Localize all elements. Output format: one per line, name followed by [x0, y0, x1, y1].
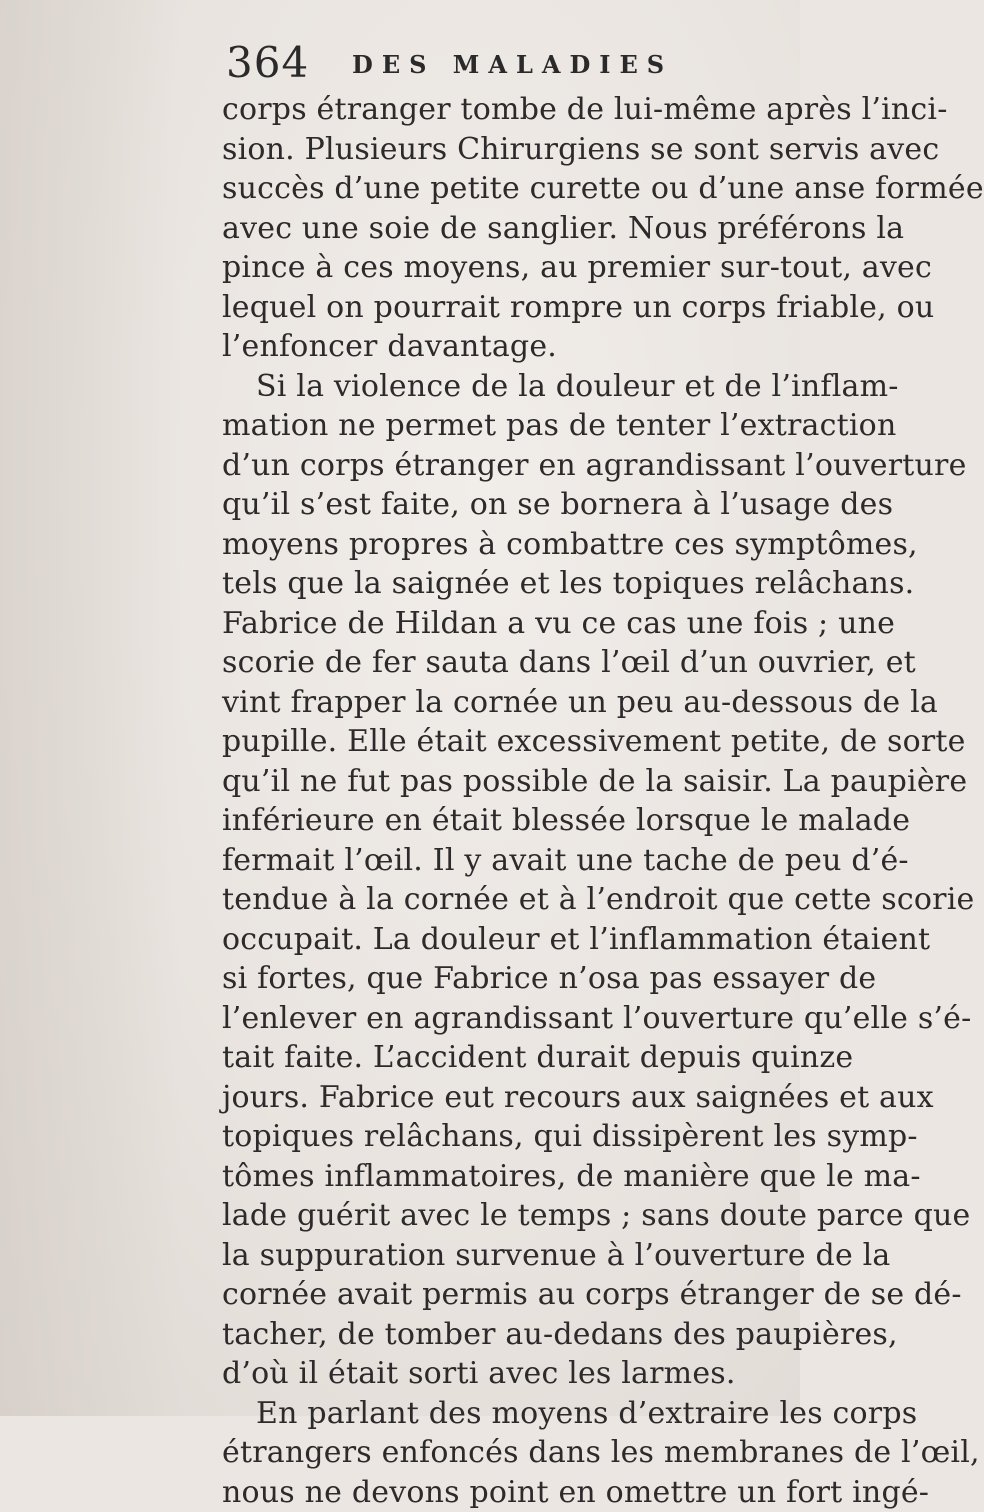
text-line: avec une soie de sanglier. Nous préférons la — [222, 209, 750, 249]
text-line: la suppuration survenue à l’ouverture de la — [222, 1236, 750, 1276]
page-number: 364 — [226, 42, 309, 84]
paragraph-end-line: l’enfoncer davantage. — [222, 327, 750, 367]
text-line: tels que la saignée et les topiques relâchans. — [222, 564, 750, 604]
running-head: DES MALADIES — [352, 50, 673, 80]
text-line: succès d’une petite curette ou d’une anse formée — [222, 169, 750, 209]
page-edge-shadow — [0, 0, 180, 1416]
text-line: qu’il s’est faite, on se bornera à l’usage des — [222, 485, 750, 525]
text-line: tacher, de tomber au-dedans des paupières, — [222, 1315, 750, 1355]
text-line: vint frapper la cornée un peu au-dessous de la — [222, 683, 750, 723]
text-line: étrangers enfoncés dans les membranes de l’œil, — [222, 1433, 750, 1473]
text-line: pupille. Elle était excessivement petite, de sorte — [222, 722, 750, 762]
text-line: pince à ces moyens, au premier sur-tout, avec — [222, 248, 750, 288]
text-line: mation ne permet pas de tenter l’extraction — [222, 406, 750, 446]
body-text — [222, 90, 750, 1512]
text-line: tendue à la cornée et à l’endroit que cette scorie — [222, 880, 750, 920]
text-line: sion. Plusieurs Chirurgiens se sont servis avec — [222, 130, 750, 170]
paragraph-start-line: En parlant des moyens d’extraire les corps — [222, 1394, 750, 1434]
text-line: l’enlever en agrandissant l’ouverture qu’elle s’é- — [222, 999, 750, 1039]
text-line: lade guérit avec le temps ; sans doute parce que — [222, 1196, 750, 1236]
text-line: lequel on pourrait rompre un corps friable, ou — [222, 288, 750, 328]
text-line: tômes inflammatoires, de manière que le ma- — [222, 1157, 750, 1197]
text-line: tait faite. L’accident durait depuis quinze — [222, 1038, 750, 1078]
text-line: cornée avait permis au corps étranger de se dé- — [222, 1275, 750, 1315]
text-line: occupait. La douleur et l’inflammation étaient — [222, 920, 750, 960]
text-line: si fortes, que Fabrice n’osa pas essayer de — [222, 959, 750, 999]
paragraph-end-line: d’où il était sorti avec les larmes. — [222, 1354, 750, 1394]
text-line: d’un corps étranger en agrandissant l’ouverture — [222, 446, 750, 486]
text-line: corps étranger tombe de lui-même après l’inci- — [222, 90, 750, 130]
text-line: inférieure en était blessée lorsque le malade — [222, 801, 750, 841]
text-line: scorie de fer sauta dans l’œil d’un ouvrier, et — [222, 643, 750, 683]
paragraph-start-line: Si la violence de la douleur et de l’inflam- — [222, 367, 750, 407]
text-line: topiques relâchans, qui dissipèrent les symp- — [222, 1117, 750, 1157]
text-line: nous ne devons point en omettre un fort ingé- — [222, 1473, 750, 1512]
text-line: fermait l’œil. Il y avait une tache de peu d’é- — [222, 841, 750, 881]
text-line: moyens propres à combattre ces symptômes, — [222, 525, 750, 565]
text-line: qu’il ne fut pas possible de la saisir. La paupière — [222, 762, 750, 802]
text-line: jours. Fabrice eut recours aux saignées et aux — [222, 1078, 750, 1118]
text-line: Fabrice de Hildan a vu ce cas une fois ; une — [222, 604, 750, 644]
